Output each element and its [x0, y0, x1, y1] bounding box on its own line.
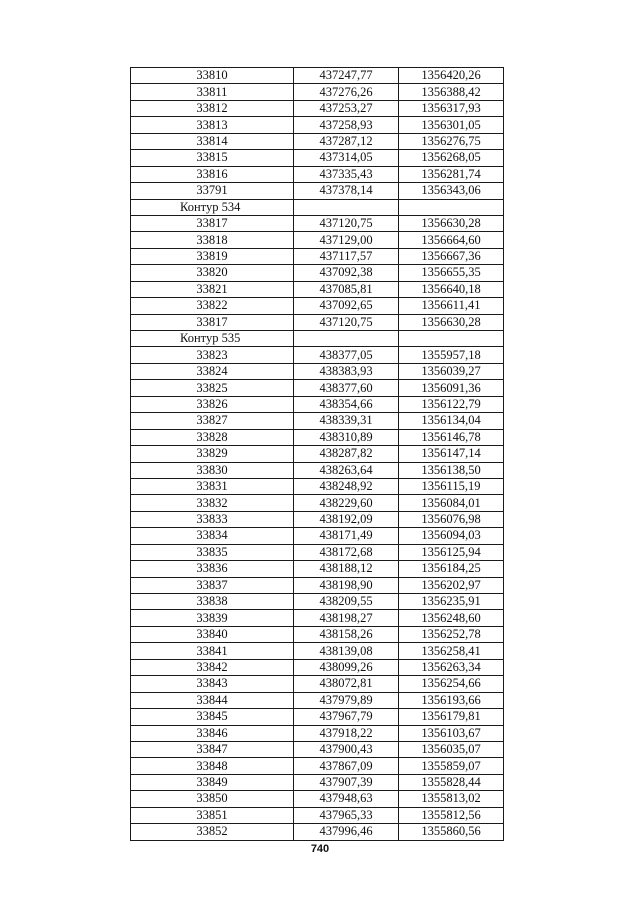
y-coordinate-cell: 1356664,60: [399, 232, 504, 248]
point-number-cell: 33847: [131, 741, 294, 757]
point-number-cell: 33846: [131, 725, 294, 741]
point-number-cell: 33840: [131, 626, 294, 642]
table-row: [131, 150, 504, 166]
y-coordinate-cell: 1356235,91: [399, 594, 504, 610]
point-number-cell: 33818: [131, 232, 294, 248]
table-row: [131, 626, 504, 642]
point-number-cell: 33838: [131, 594, 294, 610]
table-row: [131, 725, 504, 741]
point-number-cell: 33822: [131, 298, 294, 314]
point-number-cell: 33825: [131, 380, 294, 396]
x-coordinate-cell: 438198,90: [294, 577, 399, 593]
point-number-cell: 33851: [131, 807, 294, 823]
point-number-cell: 33831: [131, 478, 294, 494]
table-row: [131, 791, 504, 807]
point-number-cell: 33845: [131, 709, 294, 725]
x-coordinate-cell: 438158,26: [294, 626, 399, 642]
point-number-cell: 33812: [131, 100, 294, 116]
point-number-cell: 33821: [131, 281, 294, 297]
table-row: [131, 429, 504, 445]
table-row: [131, 232, 504, 248]
x-coordinate-cell: 437117,57: [294, 248, 399, 264]
contour-label-cell: Контур 535: [131, 331, 294, 347]
coordinates-table-body: [131, 68, 504, 841]
table-row: [131, 363, 504, 379]
y-coordinate-cell: 1356184,25: [399, 561, 504, 577]
y-coordinate-cell: 1356103,67: [399, 725, 504, 741]
y-coordinate-cell: 1355957,18: [399, 347, 504, 363]
x-coordinate-cell: 437335,43: [294, 166, 399, 182]
x-coordinate-cell: 437900,43: [294, 741, 399, 757]
table-row: [131, 68, 504, 84]
y-coordinate-cell: 1356248,60: [399, 610, 504, 626]
table-row: [131, 544, 504, 560]
x-coordinate-cell: 438171,49: [294, 528, 399, 544]
table-row: [131, 248, 504, 264]
point-number-cell: 33817: [131, 314, 294, 330]
point-number-cell: 33843: [131, 676, 294, 692]
coordinates-table: [130, 67, 504, 841]
x-coordinate-cell: 437085,81: [294, 281, 399, 297]
table-row: [131, 692, 504, 708]
point-number-cell: 33850: [131, 791, 294, 807]
table-row: [131, 528, 504, 544]
x-coordinate-cell: 437965,33: [294, 807, 399, 823]
point-number-cell: 33814: [131, 133, 294, 149]
y-coordinate-cell: 1356091,36: [399, 380, 504, 396]
table-row: [131, 265, 504, 281]
y-coordinate-cell: 1356630,28: [399, 215, 504, 231]
table-row: [131, 133, 504, 149]
y-coordinate-cell: 1356122,79: [399, 396, 504, 412]
point-number-cell: 33830: [131, 462, 294, 478]
point-number-cell: 33815: [131, 150, 294, 166]
table-row: [131, 511, 504, 527]
table-row: [131, 561, 504, 577]
table-row: [131, 314, 504, 330]
table-row: [131, 183, 504, 199]
y-coordinate-cell: 1356258,41: [399, 643, 504, 659]
y-coordinate-cell: 1356115,19: [399, 478, 504, 494]
table-row: [131, 446, 504, 462]
table-row: [131, 100, 504, 116]
point-number-cell: 33852: [131, 824, 294, 840]
x-coordinate-cell: 438072,81: [294, 676, 399, 692]
y-coordinate-cell: 1356094,03: [399, 528, 504, 544]
x-coordinate-cell: 437378,14: [294, 183, 399, 199]
x-coordinate-cell: 437996,46: [294, 824, 399, 840]
table-row: [131, 676, 504, 692]
x-coordinate-cell: 438229,60: [294, 495, 399, 511]
y-coordinate-cell: 1356388,42: [399, 84, 504, 100]
table-row: [131, 824, 504, 840]
y-coordinate-cell: 1356084,01: [399, 495, 504, 511]
x-coordinate-cell: [294, 331, 399, 347]
x-coordinate-cell: 437129,00: [294, 232, 399, 248]
table-row: [131, 577, 504, 593]
table-row: [131, 478, 504, 494]
x-coordinate-cell: 438248,92: [294, 478, 399, 494]
table-row: [131, 298, 504, 314]
y-coordinate-cell: 1356125,94: [399, 544, 504, 560]
x-coordinate-cell: 437314,05: [294, 150, 399, 166]
point-number-cell: 33826: [131, 396, 294, 412]
x-coordinate-cell: 438099,26: [294, 659, 399, 675]
point-number-cell: 33842: [131, 659, 294, 675]
y-coordinate-cell: 1356138,50: [399, 462, 504, 478]
table-row: [131, 774, 504, 790]
point-number-cell: 33816: [131, 166, 294, 182]
table-row: [131, 495, 504, 511]
x-coordinate-cell: 438383,93: [294, 363, 399, 379]
contour-header-row: [131, 331, 504, 347]
y-coordinate-cell: [399, 331, 504, 347]
table-row: [131, 215, 504, 231]
x-coordinate-cell: 437247,77: [294, 68, 399, 84]
x-coordinate-cell: 437948,63: [294, 791, 399, 807]
point-number-cell: 33819: [131, 248, 294, 264]
y-coordinate-cell: [399, 199, 504, 215]
x-coordinate-cell: 438377,60: [294, 380, 399, 396]
point-number-cell: 33817: [131, 215, 294, 231]
y-coordinate-cell: 1355859,07: [399, 758, 504, 774]
point-number-cell: 33836: [131, 561, 294, 577]
contour-label-cell: Контур 534: [131, 199, 294, 215]
x-coordinate-cell: 437253,27: [294, 100, 399, 116]
table-row: [131, 610, 504, 626]
x-coordinate-cell: 438339,31: [294, 413, 399, 429]
y-coordinate-cell: 1356611,41: [399, 298, 504, 314]
y-coordinate-cell: 1355813,02: [399, 791, 504, 807]
table-row: [131, 594, 504, 610]
y-coordinate-cell: 1355860,56: [399, 824, 504, 840]
y-coordinate-cell: 1356667,36: [399, 248, 504, 264]
y-coordinate-cell: 1356146,78: [399, 429, 504, 445]
table-row: [131, 758, 504, 774]
contour-header-row: [131, 199, 504, 215]
point-number-cell: 33820: [131, 265, 294, 281]
point-number-cell: 33824: [131, 363, 294, 379]
y-coordinate-cell: 1356147,14: [399, 446, 504, 462]
y-coordinate-cell: 1356179,81: [399, 709, 504, 725]
table-row: [131, 396, 504, 412]
point-number-cell: 33810: [131, 68, 294, 84]
x-coordinate-cell: 438139,08: [294, 643, 399, 659]
y-coordinate-cell: 1356655,35: [399, 265, 504, 281]
table-row: [131, 380, 504, 396]
y-coordinate-cell: 1356035,07: [399, 741, 504, 757]
point-number-cell: 33823: [131, 347, 294, 363]
point-number-cell: 33827: [131, 413, 294, 429]
table-row: [131, 347, 504, 363]
y-coordinate-cell: 1356281,74: [399, 166, 504, 182]
x-coordinate-cell: 437120,75: [294, 215, 399, 231]
x-coordinate-cell: 438377,05: [294, 347, 399, 363]
x-coordinate-cell: 438354,66: [294, 396, 399, 412]
point-number-cell: 33844: [131, 692, 294, 708]
x-coordinate-cell: 437258,93: [294, 117, 399, 133]
table-row: [131, 659, 504, 675]
x-coordinate-cell: 437092,65: [294, 298, 399, 314]
point-number-cell: 33835: [131, 544, 294, 560]
point-number-cell: 33813: [131, 117, 294, 133]
x-coordinate-cell: 437120,75: [294, 314, 399, 330]
point-number-cell: 33828: [131, 429, 294, 445]
point-number-cell: 33837: [131, 577, 294, 593]
y-coordinate-cell: 1356276,75: [399, 133, 504, 149]
table-row: [131, 741, 504, 757]
table-row: [131, 807, 504, 823]
x-coordinate-cell: 438192,09: [294, 511, 399, 527]
x-coordinate-cell: 437287,12: [294, 133, 399, 149]
table-row: [131, 84, 504, 100]
table-row: [131, 643, 504, 659]
x-coordinate-cell: 438188,12: [294, 561, 399, 577]
y-coordinate-cell: 1356640,18: [399, 281, 504, 297]
point-number-cell: 33833: [131, 511, 294, 527]
y-coordinate-cell: 1356254,66: [399, 676, 504, 692]
y-coordinate-cell: 1356134,04: [399, 413, 504, 429]
point-number-cell: 33848: [131, 758, 294, 774]
point-number-cell: 33829: [131, 446, 294, 462]
y-coordinate-cell: 1356263,34: [399, 659, 504, 675]
y-coordinate-cell: 1356076,98: [399, 511, 504, 527]
x-coordinate-cell: 438263,64: [294, 462, 399, 478]
y-coordinate-cell: 1356630,28: [399, 314, 504, 330]
point-number-cell: 33849: [131, 774, 294, 790]
table-row: [131, 413, 504, 429]
x-coordinate-cell: 438310,89: [294, 429, 399, 445]
y-coordinate-cell: 1356193,66: [399, 692, 504, 708]
point-number-cell: 33834: [131, 528, 294, 544]
point-number-cell: 33839: [131, 610, 294, 626]
point-number-cell: 33832: [131, 495, 294, 511]
table-row: [131, 462, 504, 478]
y-coordinate-cell: 1356039,27: [399, 363, 504, 379]
x-coordinate-cell: 438209,55: [294, 594, 399, 610]
point-number-cell: 33841: [131, 643, 294, 659]
y-coordinate-cell: 1356420,26: [399, 68, 504, 84]
x-coordinate-cell: 437867,09: [294, 758, 399, 774]
point-number-cell: 33811: [131, 84, 294, 100]
x-coordinate-cell: 437092,38: [294, 265, 399, 281]
table-row: [131, 117, 504, 133]
x-coordinate-cell: 438198,27: [294, 610, 399, 626]
x-coordinate-cell: 437979,89: [294, 692, 399, 708]
y-coordinate-cell: 1355828,44: [399, 774, 504, 790]
page-number: 740: [310, 843, 330, 855]
x-coordinate-cell: 438172,68: [294, 544, 399, 560]
y-coordinate-cell: 1356252,78: [399, 626, 504, 642]
y-coordinate-cell: 1356268,05: [399, 150, 504, 166]
y-coordinate-cell: 1356343,06: [399, 183, 504, 199]
x-coordinate-cell: [294, 199, 399, 215]
point-number-cell: 33791: [131, 183, 294, 199]
x-coordinate-cell: 437276,26: [294, 84, 399, 100]
table-row: [131, 166, 504, 182]
y-coordinate-cell: 1356301,05: [399, 117, 504, 133]
y-coordinate-cell: 1356202,97: [399, 577, 504, 593]
x-coordinate-cell: 438287,82: [294, 446, 399, 462]
table-row: [131, 281, 504, 297]
x-coordinate-cell: 437967,79: [294, 709, 399, 725]
x-coordinate-cell: 437918,22: [294, 725, 399, 741]
table-row: [131, 709, 504, 725]
y-coordinate-cell: 1356317,93: [399, 100, 504, 116]
x-coordinate-cell: 437907,39: [294, 774, 399, 790]
y-coordinate-cell: 1355812,56: [399, 807, 504, 823]
